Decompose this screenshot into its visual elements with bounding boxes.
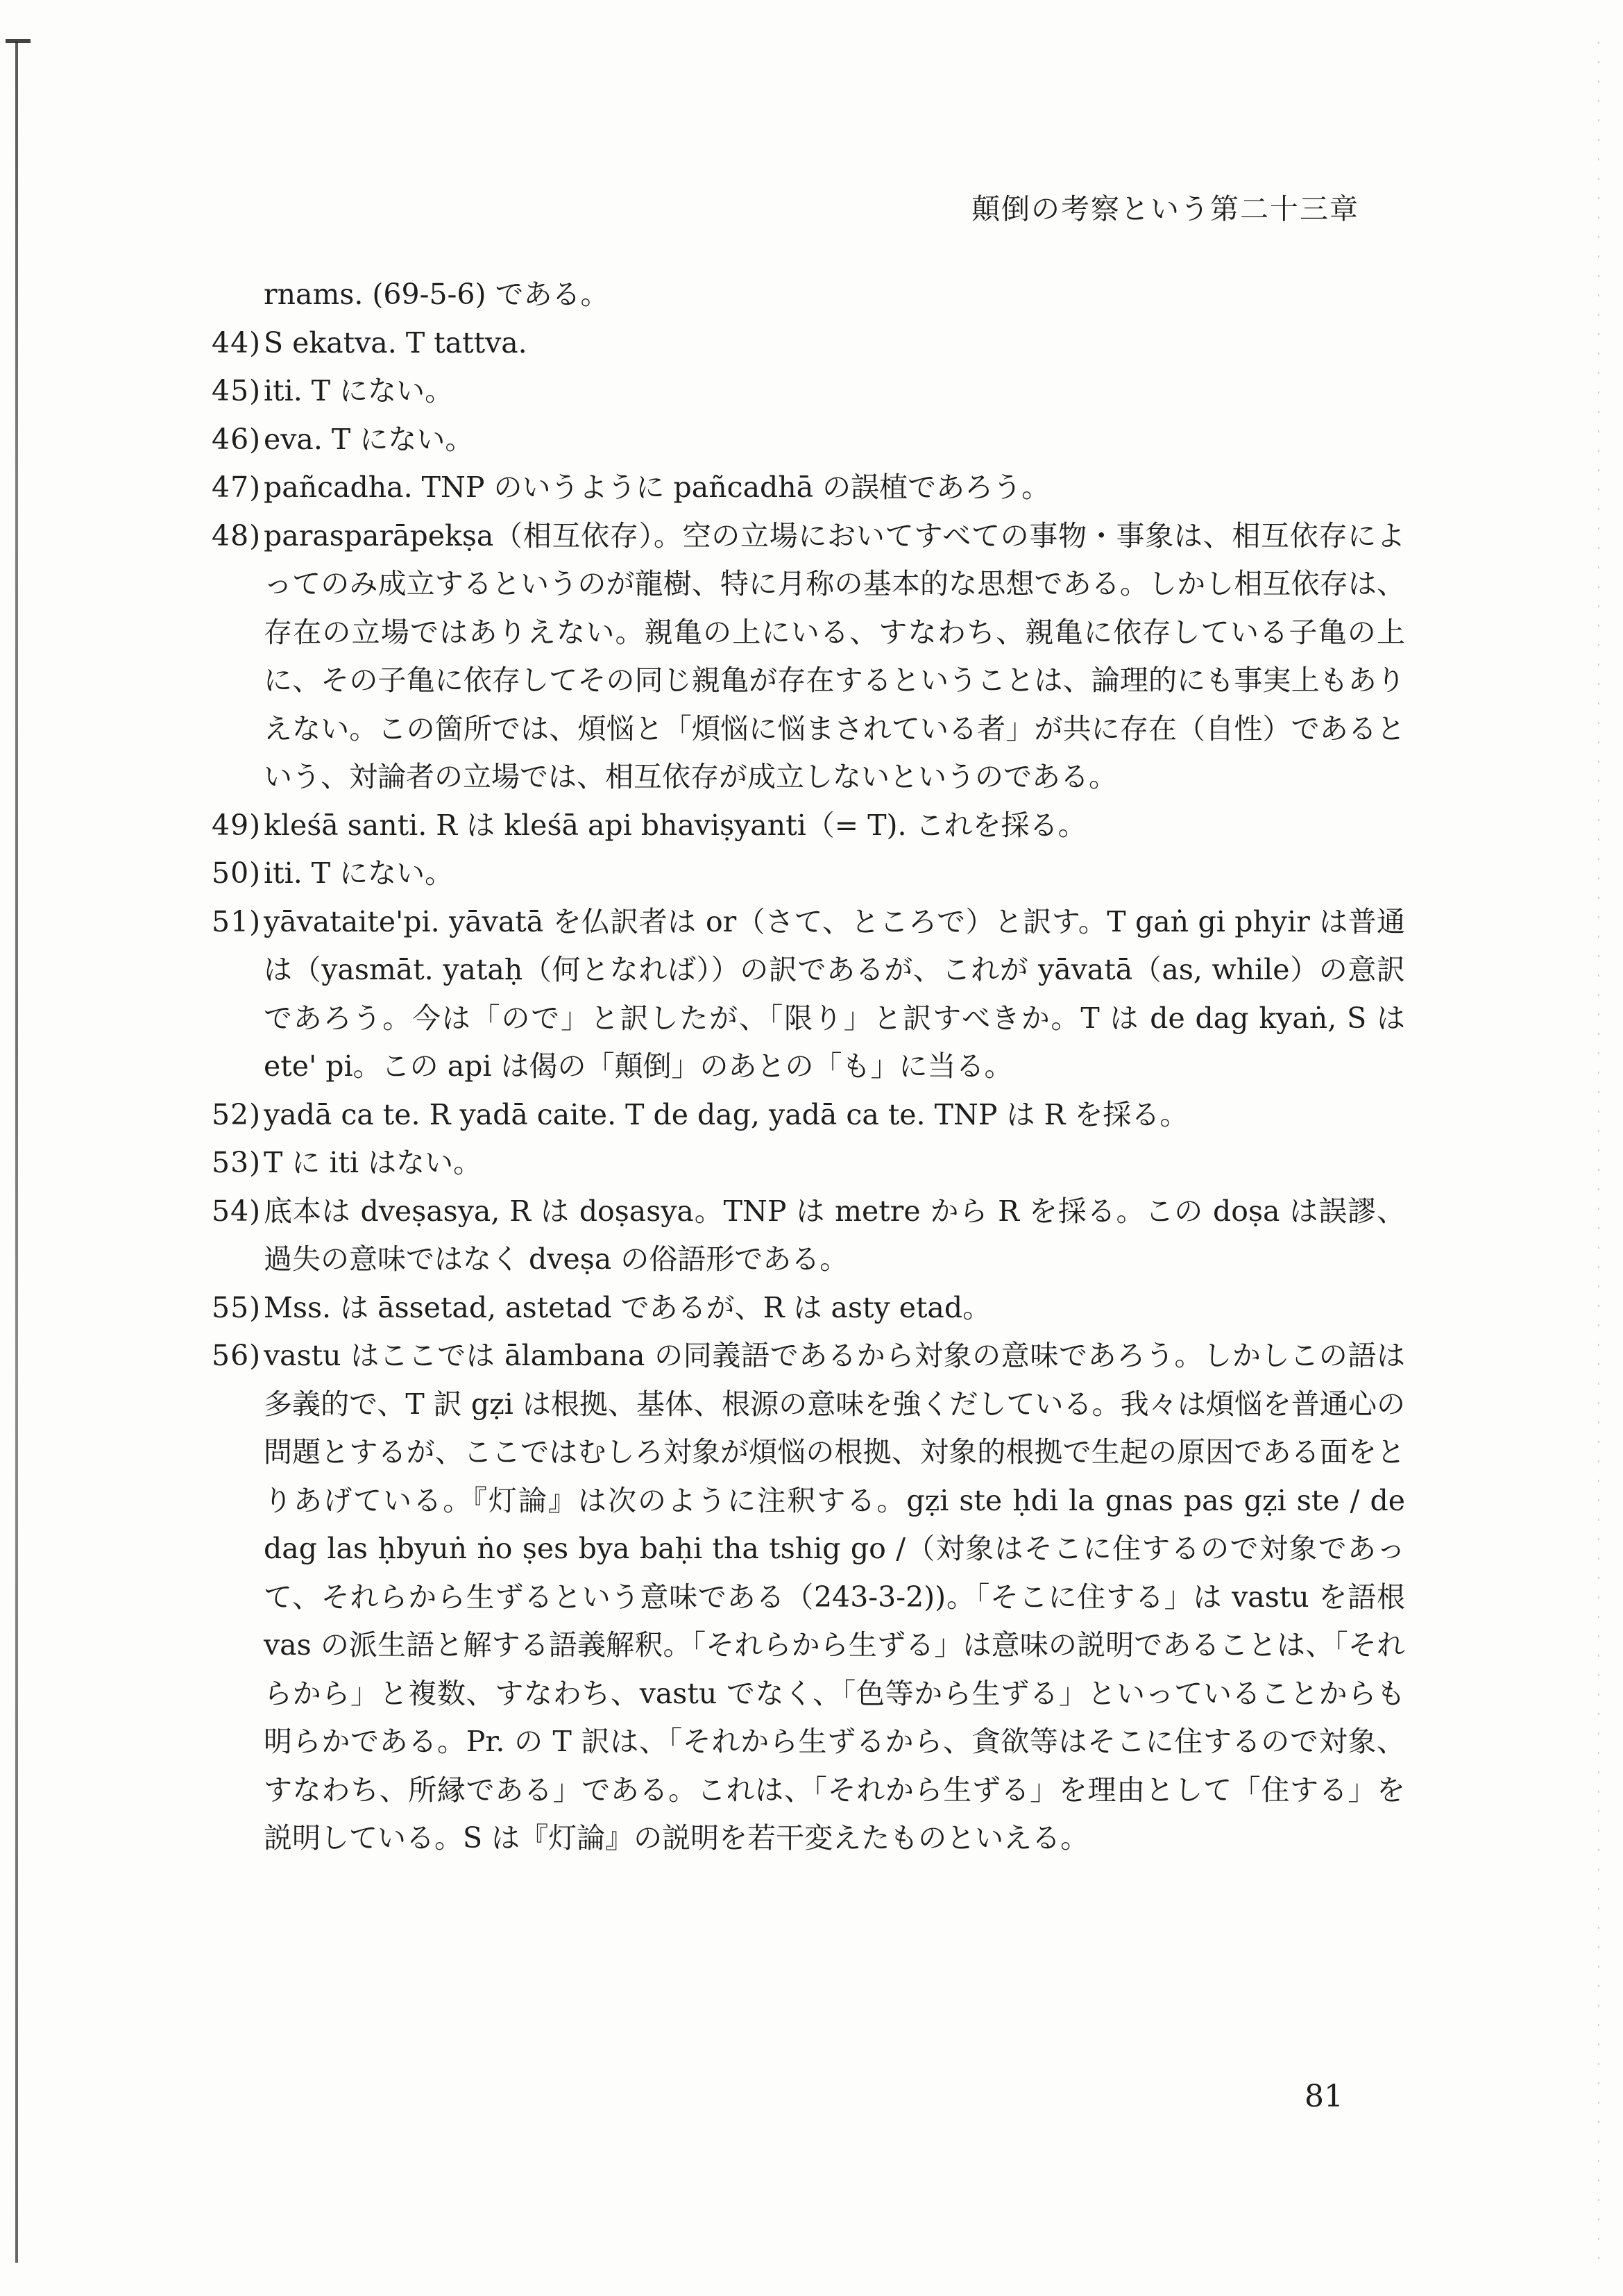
note-number: 49) — [212, 808, 262, 842]
note-text: eva. T にない。 — [264, 422, 474, 456]
note-number: 56) — [212, 1339, 262, 1372]
note-number: 44) — [212, 326, 262, 360]
note-number: 46) — [212, 422, 262, 456]
note-52 — [212, 1091, 1405, 1140]
note-text: S ekatva. T tattva. — [264, 326, 527, 360]
continuation-line — [212, 271, 1405, 319]
continuation-text: rnams. (69-5-6) である。 — [264, 278, 609, 311]
note-47 — [212, 464, 1405, 512]
note-45 — [212, 367, 1405, 416]
note-46 — [212, 416, 1405, 464]
page-number: 81 — [1305, 2079, 1343, 2114]
binding-edge-cap — [6, 39, 31, 43]
note-text: iti. T にない。 — [264, 374, 454, 407]
note-number: 51) — [212, 904, 262, 938]
note-text: 底本は dveṣasya, R は doṣasya。TNP は metre から R を採る。この doṣa は誤謬、過失の意味ではなく dveṣa の俗語形である。 — [264, 1194, 1405, 1276]
note-number: 50) — [212, 856, 262, 890]
scan-edge-dots — [1598, 42, 1599, 2263]
note-text: parasparāpekṣa（相互依存）。空の立場においてすべての事物・事象は、相互依存によってのみ成立するというのが龍樹、特に月称の基本的な思想である。しかし相互依存は、存在の立場ではありえない。親亀の上にいる、すなわち、親亀に依存している子亀の上に、その子亀に依存してその同じ親亀が存在するということは、論理的にも事実上もありえない。この箇所では、煩悩と「煩悩に悩まされている者」が共に存在（自性）であるという、対論者の立場では、相互依存が成立しないというのである。 — [264, 518, 1405, 793]
note-53 — [212, 1139, 1405, 1188]
note-text: yadā ca te. R yadā caite. T de dag, yadā ca te. TNP は R を採る。 — [264, 1097, 1189, 1131]
note-48 — [212, 512, 1405, 802]
note-text: kleśā santi. R は kleśā api bhaviṣyanti（= T). これを採る。 — [264, 808, 1087, 842]
running-head: 顛倒の考察という第二十三章 — [971, 192, 1359, 226]
note-text: Mss. は āssetad, astetad であるが、R は asty etad。 — [264, 1290, 992, 1324]
note-56 — [212, 1332, 1405, 1863]
binding-edge-bar — [15, 42, 18, 2263]
note-55 — [212, 1284, 1405, 1333]
note-text: pañcadha. TNP のいうように pañcadhā の誤植であろう。 — [264, 471, 1051, 504]
note-44 — [212, 319, 1405, 368]
binding-edge-mark — [15, 42, 19, 2263]
note-text: iti. T にない。 — [264, 856, 454, 890]
note-51 — [212, 898, 1405, 1091]
note-50 — [212, 850, 1405, 898]
note-text: yāvataite'pi. yāvatā を仏訳者は or（さて、ところで）と訳す。T gaṅ gi phyir は普通は（yasmāt. yataḥ（何となれば））の訳であるが、これが yāvatā（as, while）の意訳であろう。今は「ので」と訳したが、「限り」と訳すべきか。T は de dag kyaṅ, S は ete' pi。この api は偈の「顛倒」のあとの「も」に当る。 — [264, 904, 1406, 1083]
notes-body — [212, 271, 1405, 1863]
note-number: 45) — [212, 374, 262, 407]
note-number: 53) — [212, 1146, 262, 1179]
note-number: 54) — [212, 1194, 262, 1228]
note-number: 48) — [212, 518, 262, 552]
note-number: 47) — [212, 471, 262, 504]
note-text: T に iti はない。 — [264, 1146, 482, 1179]
note-54 — [212, 1188, 1405, 1284]
note-number: 52) — [212, 1097, 262, 1131]
note-49 — [212, 802, 1405, 850]
note-text: vastu はここでは ālambana の同義語であるから対象の意味であろう。しかしこの語は多義的で、T 訳 gẓi は根拠、基体、根源の意味を強くだしている。我々は煩悩を普通心の問題とするが、ここではむしろ対象が煩悩の根拠、対象的根拠で生起の原因である面をとりあげている。『灯論』は次のように注釈する。gẓi ste ḥdi la gnas pas gẓi ste / de dag las ḥbyuṅ ṅo ṣes bya baḥi tha tshig go /（対象はそこに住するので対象であって、それらから生ずるという意味である（243-3-2))。「そこに住する」は vastu を語根 vas の派生語と解する語義解釈。「それらから生ずる」は意味の説明であることは、「それらから」と複数、すなわち、vastu でなく、「色等から生ずる」といっていることからも明らかである。Pr. の T 訳は、「それから生ずるから、貪欲等はそこに住するので対象、すなわち、所縁である」である。これは、「それから生ずる」を理由として「住する」を説明している。S は『灯論』の説明を若干変えたものといえる。 — [264, 1339, 1405, 1855]
note-number: 55) — [212, 1290, 262, 1324]
